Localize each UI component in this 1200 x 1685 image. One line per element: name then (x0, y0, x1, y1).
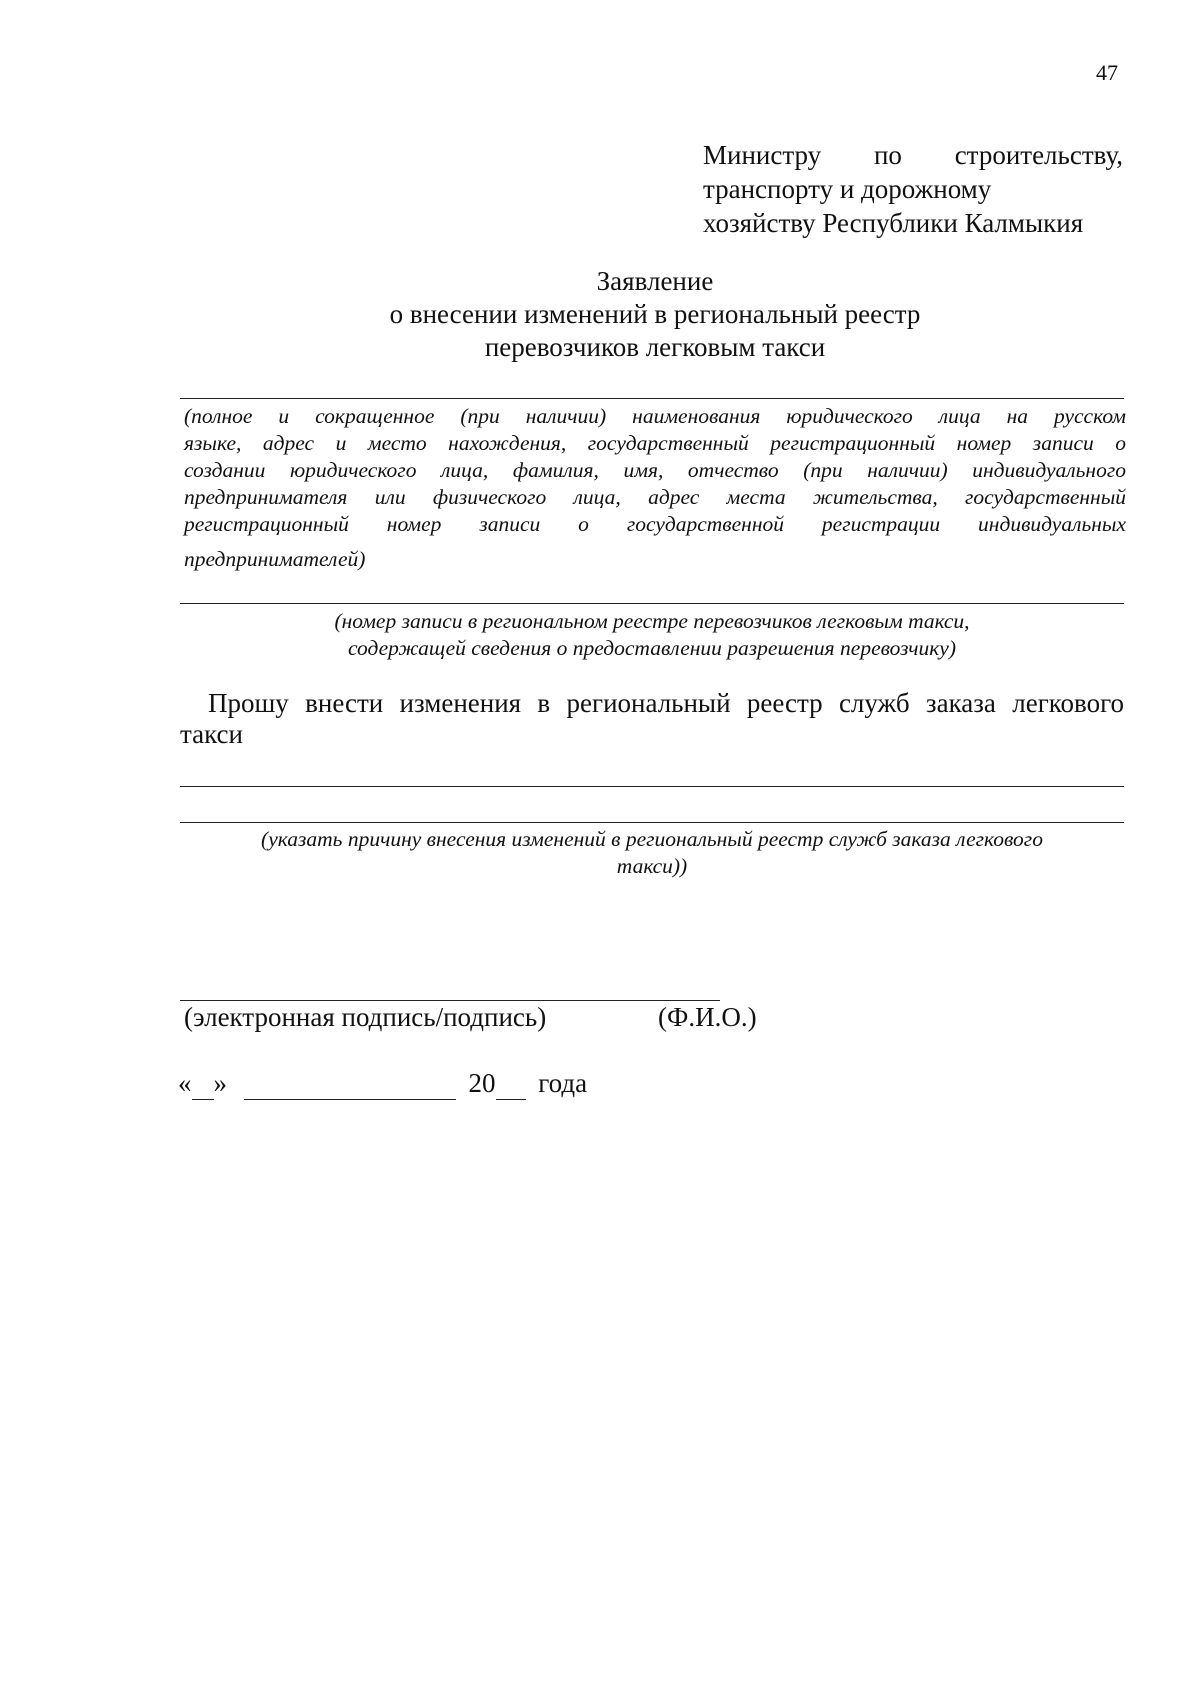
addressee-word: по (873, 140, 902, 170)
date-close-quote: » (213, 1068, 227, 1098)
document-title (0, 265, 1200, 364)
signature-label: (электронная подпись/подпись) (184, 1002, 547, 1032)
addressee-line-1 (703, 138, 1123, 172)
addressee-line-2: транспорту и дорожному (703, 174, 992, 204)
month-blank (244, 1068, 456, 1100)
caption-line: языке, адрес и место нахождения, государственный регистрационный номер записи о (184, 431, 1126, 455)
entity-field-line (180, 398, 1124, 399)
request-text (180, 688, 1124, 750)
addressee-block (703, 138, 1123, 240)
year-prefix: 20 (468, 1068, 496, 1098)
request-line-2: такси (180, 719, 243, 749)
signature-row (184, 1002, 757, 1033)
caption-line: такси)) (616, 854, 688, 878)
title-line-2: о внесении изменений в региональный реестр (389, 299, 921, 329)
date-open-quote: « (178, 1068, 192, 1098)
title-line-1: Заявление (596, 266, 714, 296)
addressee-word: Министру (703, 140, 822, 170)
fio-label: (Ф.И.О.) (658, 1002, 757, 1032)
reason-field-line-1 (180, 786, 1124, 787)
registry-number-field-line (180, 603, 1124, 604)
addressee-word: строительству, (954, 140, 1123, 170)
page-number: 47 (1096, 60, 1118, 85)
addressee-line-3: хозяйству Республики Калмыкия (703, 208, 1084, 238)
year-word: года (538, 1068, 588, 1098)
registry-number-caption (180, 608, 1124, 662)
signature-field-line (180, 1000, 720, 1001)
caption-line: (указать причину внесения изменений в региональный реестр служб заказа легкового (261, 827, 1043, 851)
caption-line: создании юридического лица, фамилия, имя, отчество (при наличии) индивидуального (184, 458, 1126, 482)
caption-line: предпринимателя или физического лица, адрес места жительства, государственный (184, 485, 1126, 509)
title-line-3: перевозчиков легковым такси (484, 332, 826, 362)
request-line-1: Прошу внести изменения в региональный реестр служб заказа легкового (208, 688, 1124, 718)
caption-line: предпринимателей) (184, 547, 366, 571)
day-blank (192, 1068, 214, 1100)
caption-line: (номер записи в региональном реестре перевозчиков легковым такси, (334, 609, 970, 633)
caption-line: содержащей сведения о предоставлении разрешения перевозчику) (348, 636, 956, 660)
entity-field-caption (184, 403, 1126, 573)
caption-line: регистрационный номер записи о государственной регистрации индивидуальных (184, 512, 1126, 536)
reason-field-line-2 (180, 822, 1124, 823)
reason-caption (180, 826, 1124, 880)
date-row (178, 1068, 587, 1100)
year-blank (496, 1068, 526, 1100)
caption-line: (полное и сокращенное (при наличии) наименования юридического лица на русском (184, 404, 1126, 428)
